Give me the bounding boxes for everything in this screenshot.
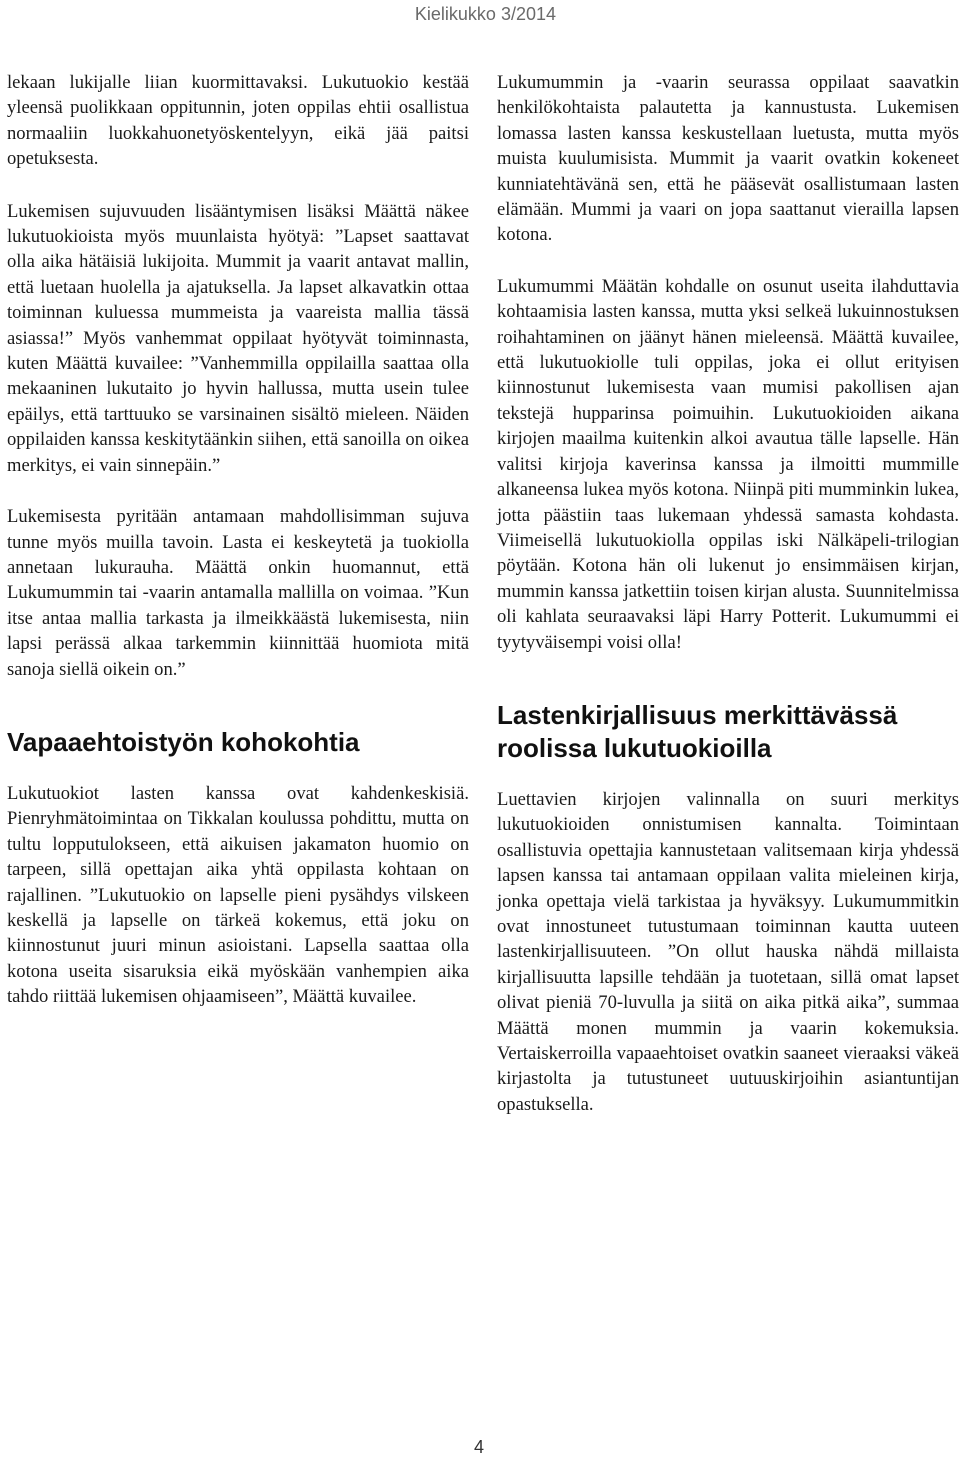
- paragraph: Lukutuokiot lasten kanssa ovat kahdenkeskisiä. Pienryhmätoimintaa on Tikkalan koulussa pohdittu, mutta on tultu lopputulokseen, että aikuisen jakamaton huomio on tarpeen, sillä opettajan aika yhtä oppilasta kohtaan on rajallinen. ”Lukutuokio on lapselle pieni pysähdys vilskeen keskellä ja lapselle on tärkeä kokemus, että joku on kiinnostunut juuri minun asioistani. Lapsella saattaa olla kotona useita sisaruksia eikä myöskään vanhempien aika tahdo riittää lukemisen ohjaamiseen”, Määttä kuvailee.: [7, 782, 469, 1008]
- page-number: 4: [474, 1437, 485, 1457]
- paragraph: Lukumummin ja -vaarin seurassa oppilaat saavatkin henkilökohtaista palautetta ja kannustusta. Lukemisen lomassa lasten kanssa keskustellaan luetusta, mutta myös muista kuulumisista. Mummit ja vaarit ovatkin kokeneet kunniatehtävänä sen, että he pääsevät osallistumaan lasten elämään. Mummi ja vaari on jopa saattanut vierailla lapsen kotona.: [497, 72, 959, 246]
- left-column: [7, 70, 469, 1036]
- section-heading: Vapaaehtoistyön kohokohtia: [7, 726, 360, 757]
- paragraph: Luettavien kirjojen valinnalla on suuri merkitys lukutuokioiden onnistumisen kannalta. Toimintaan osallistuvia opettajia kannustetaan valitsemaan kirja yhdessä lapsen kanssa tai antamaan oppilaan valita mieleinen kirja, jonka opettaja vielä tarkistaa ja hyväksyy. Lukumummitkin ovat innostuneet tutustumaan toiminnan kautta uuteen lastenkirjallisuuteen. ”On ollut hauska nähdä millaista kirjallisuutta lapsille tehdään ja tuotetaan, sillä omat lapset olivat pieniä 70-luvulla ja siitä on aika pitkä aika”, summaa Määttä monen mummin ja vaarin kokemuksia. Vertaiskerroilla vapaaehtoiset ovatkin saaneet vieraaksi väkeä kirjastolta ja tutustuneet uutuuskirjoihin asiantuntijan opastuksella.: [497, 788, 959, 1115]
- right-column: [497, 70, 959, 1143]
- paragraph: Lukemisesta pyritään antamaan mahdollisimman sujuva tunne myös muilla tavoin. Lasta ei keskeytetä ja tuokiolla annetaan lukurauha. Määttä onkin huomannut, että Lukumummin tai -vaarin antamalla mallilla on voimaa. ”Kun itse antaa mallia tarkasta ja ilmeikkäästä lukemisesta, niin lapsi perässä alkaa tarkemmin kiinnittää huomiota mitä sanoja siellä oikein on.”: [7, 506, 469, 680]
- running-header: Kielikukko 3/2014: [414, 4, 556, 24]
- section-heading: Lastenkirjallisuus merkittävässä roolissa lukutuokioilla: [497, 699, 898, 763]
- paragraph: lekaan lukijalle liian kuormittavaksi. Lukutuokio kestää yleensä puolikkaan oppitunnin, joten oppilas ehtii osallistua normaaliin luokkahuonetyöskentelyyn, eikä jää paitsi opetuksesta.: [7, 72, 469, 170]
- paragraph: Lukemisen sujuvuuden lisääntymisen lisäksi Määttä näkee lukutuokioista myös muunlaista hyötyä: ”Lapset saattavat olla aika hätäisiä lukijoita. Mummit ja vaarit antavat mallin, että luetaan huolella ja ajatuksella. Ja lapset alkavatkin ottaa toiminnan kuluessa mummeista ja vaareista mallia tässä asiassa!” Myös vanhemmat oppilaat hyötyvät toiminnasta, kuten Määttä kuvailee: ”Vanhemmilla oppilailla saattaa olla mekaaninen lukutaito jo hyvin hallussa, mutta usein tulee epäilys, että tarttuuko se varsinainen sisältö mieleen. Näiden oppilaiden kanssa keskitytäänkin siihen, että sanoilla on oikea merkitys, ei vain sinnepäin.”: [7, 200, 469, 476]
- paragraph: Lukumummi Määtän kohdalle on osunut useita ilahduttavia kohtaamisia lasten kanssa, mutta yksi selkeä lukuinnostuksen roihahtaminen on jäänyt hänen mieleensä. Määttä kuvailee, että lukutuokiolle tuli oppilas, joka ei ollut erityisen kiinnostunut lukemisesta vaan mumisi pakollisen ajan tekstejä hupparinsa poimuihin. Lukutuokioiden aikana kirjojen maailma kuitenkin alkoi avautua tälle lapselle. Hän valitsi kirjoja kaverinsa kanssa ja ilmoitti mummille alkaneensa lukea myös kotona. Niinpä piti mumminkin lukea, jotta päästiin taas lukemaan yhdessä samasta kohdasta. Viimeisellä lukutuokiolla oppilas iski Nälkäpeli-trilogian pöytään. Kotona hän oli lukenut jo ensimmäisen kirjan, mummin kanssa jatkettiin toisen kirjan alusta. Suunnitelmissa oli kahlata seuraavaksi läpi Harry Potterit. Lukumummi ei tyytyväisempi voisi olla!: [497, 275, 959, 653]
